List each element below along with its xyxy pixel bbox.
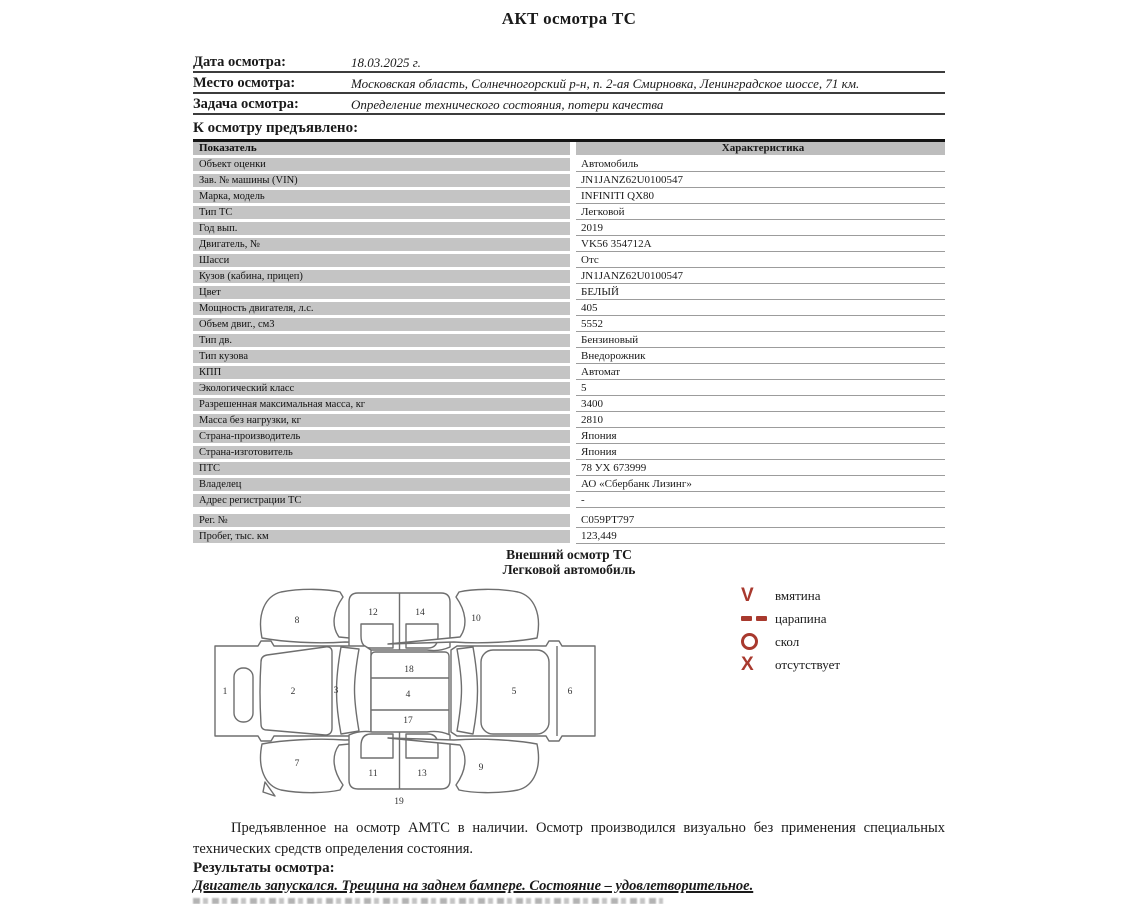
place-value: Московская область, Солнечногорский р-н, п. 2-ая Смирновка, Ленинградское шоссе, 71 км. <box>351 76 860 91</box>
row-indicator-label: Масса без нагрузки, кг <box>193 414 570 427</box>
panel-number-14: 14 <box>415 608 425 618</box>
table-row <box>193 350 945 364</box>
legend-item-missing <box>741 653 840 676</box>
col-header-characteristic: Характеристика <box>576 142 945 155</box>
row-indicator-label: Страна-изготовитель <box>193 446 570 459</box>
missing-label: отсутствует <box>775 656 841 672</box>
panel-number-12: 12 <box>368 608 378 618</box>
header-fields <box>193 52 945 115</box>
panel-number-1: 1 <box>222 687 228 697</box>
table-row <box>193 430 945 444</box>
header-row-task <box>193 94 945 115</box>
cutoff-text-line <box>193 898 663 904</box>
panel-number-11: 11 <box>368 769 378 779</box>
chip-label: скол <box>775 633 800 649</box>
row-characteristic-value: JN1JANZ62U0100547 <box>576 270 945 284</box>
row-indicator-label: КПП <box>193 366 570 379</box>
row-indicator-label: Пробег, тыс. км <box>193 530 570 543</box>
row-indicator-label: Мощность двигателя, л.с. <box>193 302 570 315</box>
panel-number-7: 7 <box>294 759 300 769</box>
row-characteristic-value: 3400 <box>576 398 945 412</box>
table-row <box>193 514 945 528</box>
row-characteristic-value: Автомат <box>576 366 945 380</box>
date-value: 18.03.2025 г. <box>351 55 421 70</box>
row-characteristic-value: Япония <box>576 446 945 460</box>
table-row <box>193 334 945 348</box>
row-characteristic-value: АО «Сбербанк Лизинг» <box>576 478 945 492</box>
col-header-indicator: Показатель <box>193 142 570 155</box>
inspection-diagram-section <box>193 584 945 812</box>
missing-symbol-icon: X <box>741 654 754 675</box>
inspection-note-paragraph: Предъявленное на осмотр АМТС в наличии. Осмотр производился визуально без применения специальных технических средств определения состояния. <box>193 820 945 857</box>
presented-heading: К осмотру предъявлено: <box>193 120 359 136</box>
row-characteristic-value: 5552 <box>576 318 945 332</box>
legend-item-dent <box>741 584 840 607</box>
results-heading: Результаты осмотра: <box>193 860 335 877</box>
results-conclusion: Двигатель запускался. Трещина на заднем бампере. Состояние – удовлетворительное. <box>193 878 754 895</box>
date-label: Дата осмотра: <box>193 54 286 70</box>
table-row <box>193 174 945 188</box>
row-indicator-label: Владелец <box>193 478 570 491</box>
panel-number-9: 9 <box>478 763 484 773</box>
row-characteristic-value: С059РТ797 <box>576 514 945 528</box>
table-row <box>193 398 945 412</box>
place-label: Место осмотра: <box>193 75 296 91</box>
external-inspection-title: Внешний осмотр ТС <box>506 547 632 562</box>
row-indicator-label: Рег. № <box>193 514 570 527</box>
legend-item-scratch <box>741 607 840 630</box>
vehicle-table-body <box>193 158 945 544</box>
row-characteristic-value: - <box>576 494 945 508</box>
row-characteristic-value: Легковой <box>576 206 945 220</box>
table-row <box>193 382 945 396</box>
panel-number-4: 4 <box>405 690 411 700</box>
row-characteristic-value: JN1JANZ62U0100547 <box>576 174 945 188</box>
row-characteristic-value: Отс <box>576 254 945 268</box>
row-characteristic-value: Бензиновый <box>576 334 945 348</box>
row-indicator-label: Объем двиг., см3 <box>193 318 570 331</box>
row-indicator-label: Объект оценки <box>193 158 570 171</box>
panel-number-3: 3 <box>333 686 339 696</box>
row-indicator-label: Марка, модель <box>193 190 570 203</box>
table-row <box>193 366 945 380</box>
chip-symbol-icon <box>741 633 771 650</box>
table-row <box>193 206 945 220</box>
row-indicator-label: Двигатель, № <box>193 238 570 251</box>
row-indicator-label: Страна-производитель <box>193 430 570 443</box>
table-row <box>193 158 945 172</box>
panel-number-5: 5 <box>511 687 517 697</box>
table-row <box>193 530 945 544</box>
dent-label: вмятина <box>775 587 821 603</box>
document-page <box>193 0 945 904</box>
table-row <box>193 494 945 508</box>
panel-number-10: 10 <box>471 614 481 624</box>
row-characteristic-value: Автомобиль <box>576 158 945 172</box>
row-indicator-label: Тип кузова <box>193 350 570 363</box>
table-row <box>193 222 945 236</box>
row-characteristic-value: БЕЛЫЙ <box>576 286 945 300</box>
row-indicator-label: Цвет <box>193 286 570 299</box>
row-indicator-label: Год вып. <box>193 222 570 235</box>
scratch-label: царапина <box>775 610 827 626</box>
panel-number-18: 18 <box>404 665 414 675</box>
header-row-date <box>193 52 945 73</box>
footer-section <box>193 818 945 904</box>
table-row <box>193 318 945 332</box>
table-row <box>193 190 945 204</box>
row-characteristic-value: 2810 <box>576 414 945 428</box>
row-characteristic-value: INFINITI QX80 <box>576 190 945 204</box>
car-body-diagram <box>205 584 605 812</box>
row-characteristic-value: Внедорожник <box>576 350 945 364</box>
panel-number-13: 13 <box>417 769 427 779</box>
table-row <box>193 286 945 300</box>
table-row <box>193 302 945 316</box>
row-indicator-label: Шасси <box>193 254 570 267</box>
task-label: Задача осмотра: <box>193 96 299 112</box>
row-characteristic-value: 5 <box>576 382 945 396</box>
row-indicator-label: ПТС <box>193 462 570 475</box>
vehicle-class-subtitle: Легковой автомобиль <box>502 562 636 577</box>
row-characteristic-value: Япония <box>576 430 945 444</box>
row-indicator-label: Тип ТС <box>193 206 570 219</box>
dent-symbol-icon: V <box>741 585 754 606</box>
row-indicator-label: Тип дв. <box>193 334 570 347</box>
row-indicator-label: Адрес регистрации ТС <box>193 494 570 507</box>
panel-number-6: 6 <box>567 687 573 697</box>
row-indicator-label: Зав. № машины (VIN) <box>193 174 570 187</box>
row-characteristic-value: 123,449 <box>576 530 945 544</box>
panel-number-19: 19 <box>394 797 404 807</box>
row-characteristic-value: 78 УХ 673999 <box>576 462 945 476</box>
task-value: Определение технического состояния, потери качества <box>351 97 664 112</box>
table-header-row <box>193 142 945 155</box>
row-indicator-label: Разрешенная максимальная масса, кг <box>193 398 570 411</box>
row-characteristic-value: 2019 <box>576 222 945 236</box>
legend-item-chip <box>741 630 840 653</box>
row-characteristic-value: 405 <box>576 302 945 316</box>
panel-number-2: 2 <box>290 687 296 697</box>
table-row <box>193 254 945 268</box>
panel-number-8: 8 <box>294 616 300 626</box>
table-row <box>193 414 945 428</box>
table-row <box>193 478 945 492</box>
table-row <box>193 446 945 460</box>
header-row-place <box>193 73 945 94</box>
row-indicator-label: Кузов (кабина, прицеп) <box>193 270 570 283</box>
panel-number-17: 17 <box>403 716 413 726</box>
table-row <box>193 238 945 252</box>
row-indicator-label: Экологический класс <box>193 382 570 395</box>
row-characteristic-value: VK56 354712A <box>576 238 945 252</box>
defect-legend <box>741 584 840 812</box>
vehicle-table <box>193 139 945 544</box>
page-title: АКТ осмотра ТС <box>501 9 637 28</box>
table-row <box>193 270 945 284</box>
scratch-symbol-icon <box>741 616 771 621</box>
table-row <box>193 462 945 476</box>
